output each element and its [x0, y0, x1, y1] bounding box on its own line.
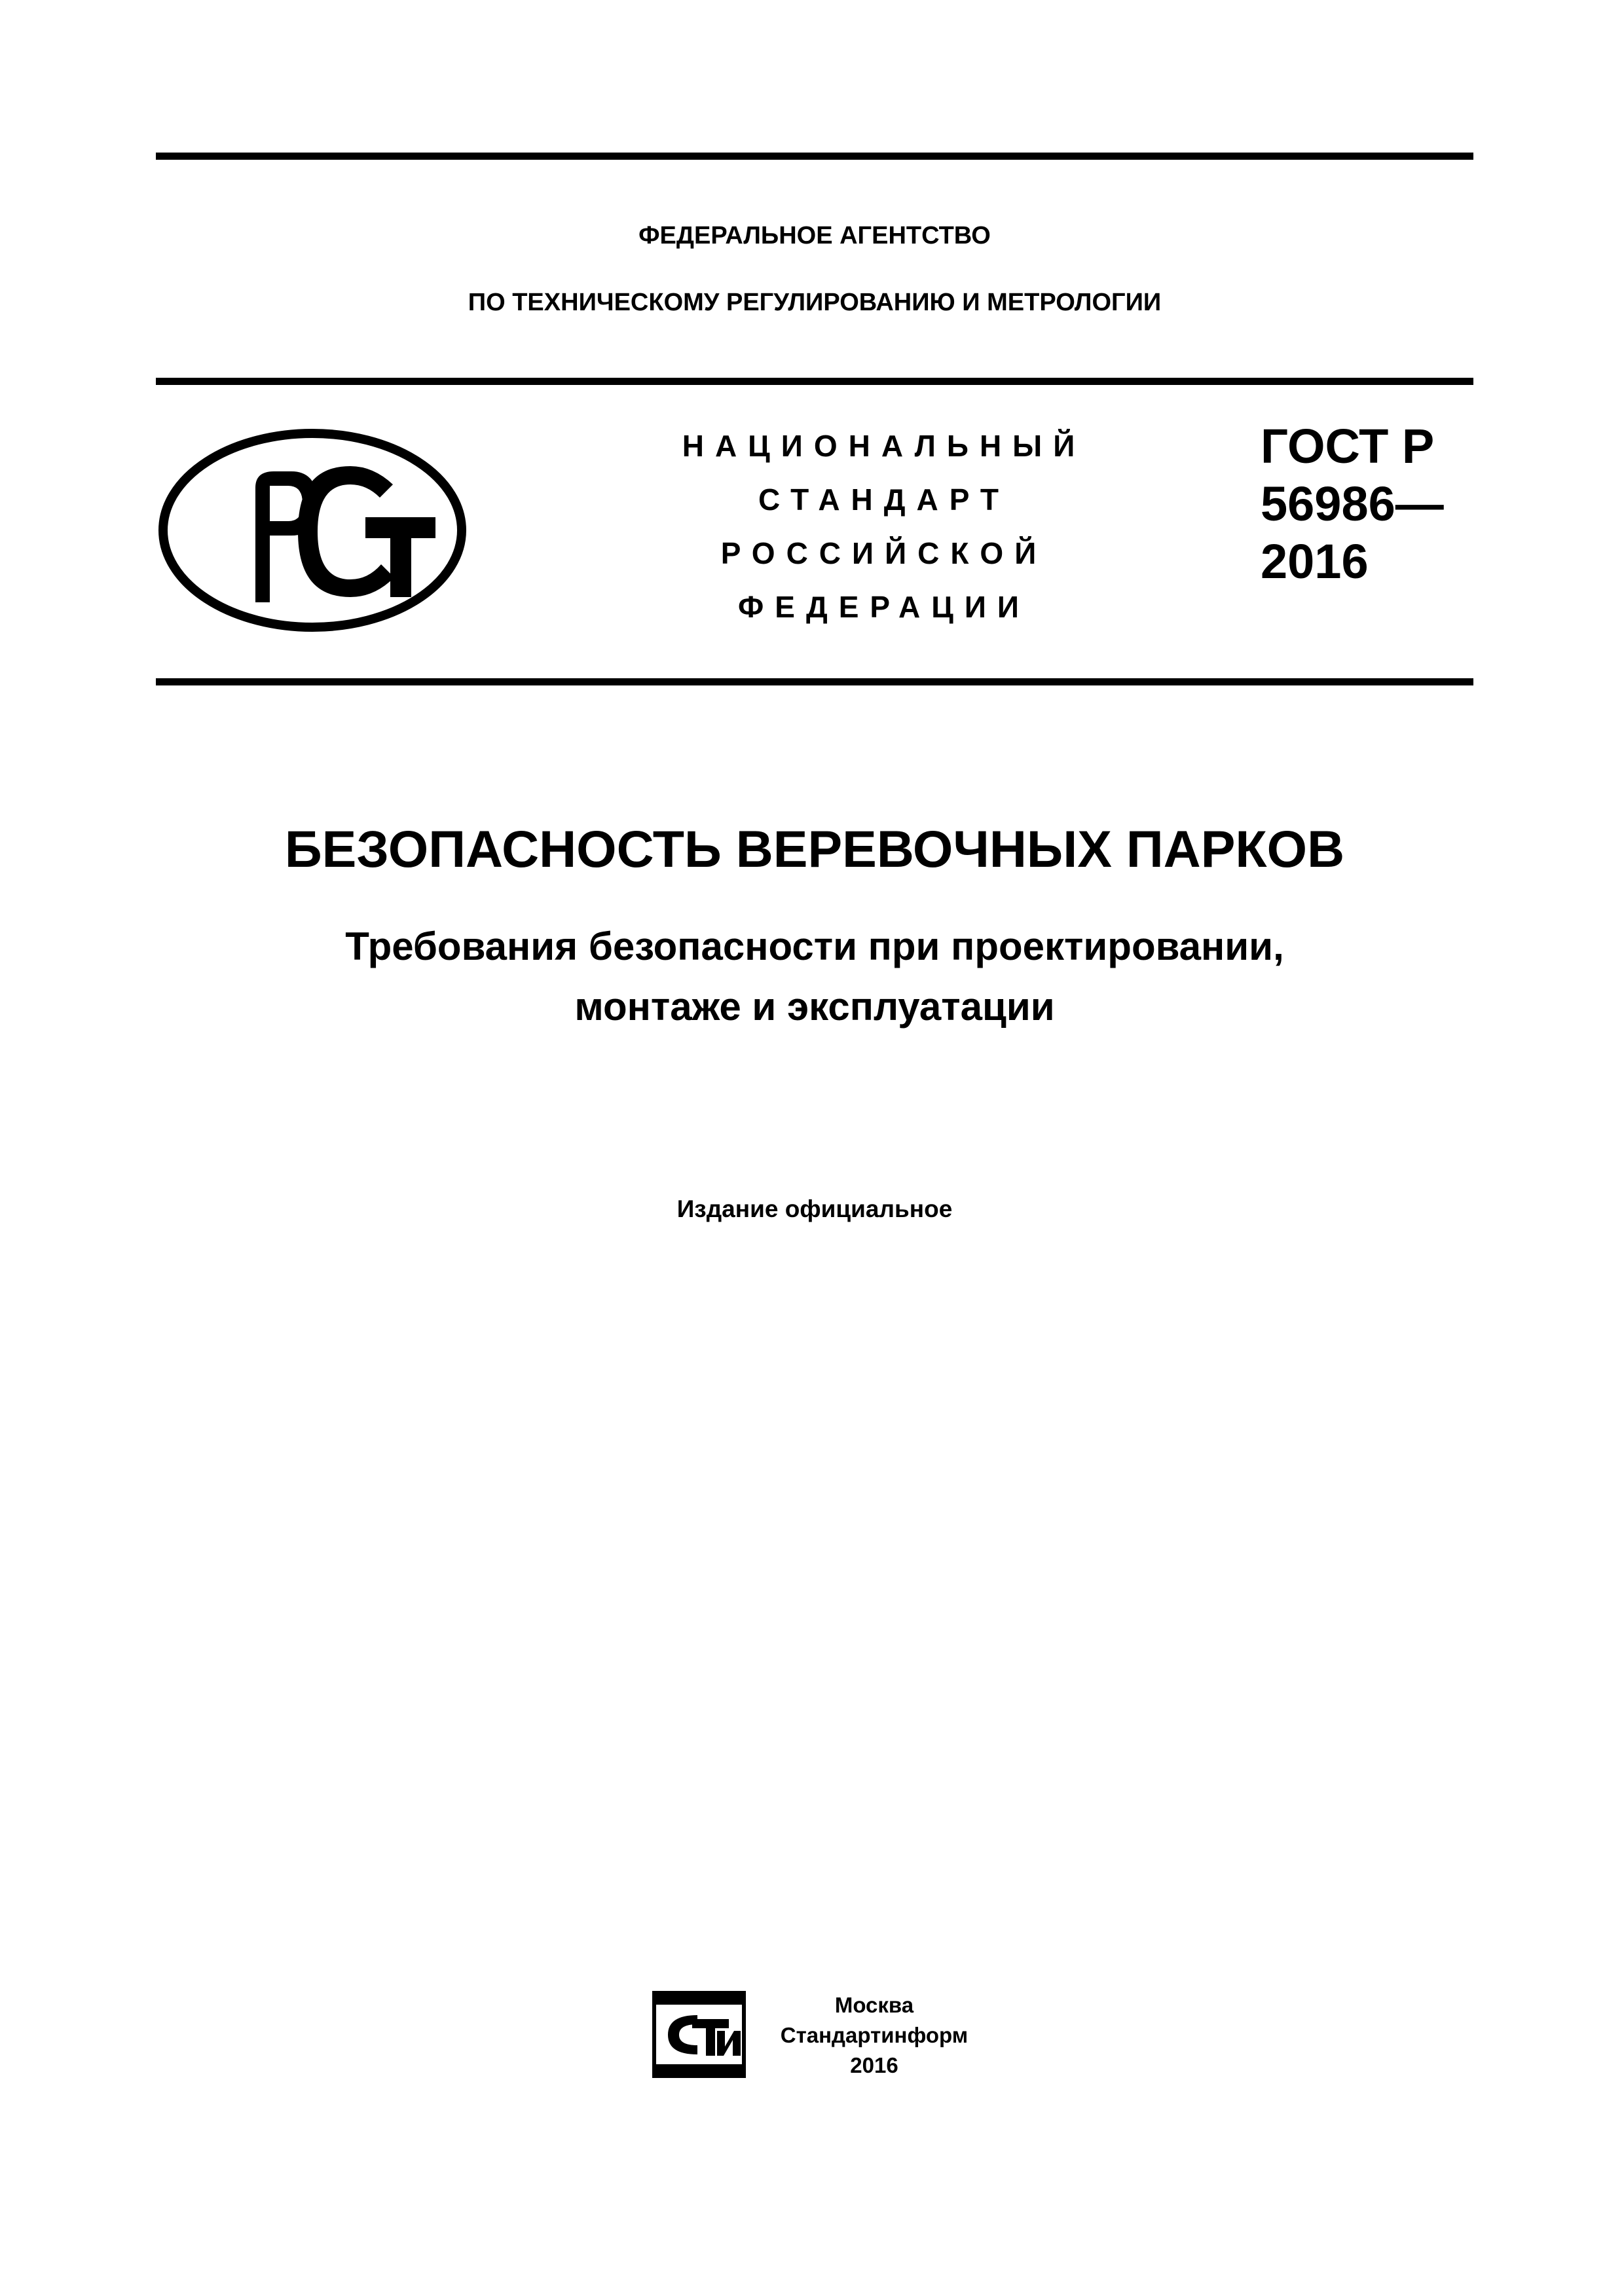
national-line-3: РОССИЙСКОЙ [720, 536, 1048, 570]
publisher-block [766, 1990, 982, 2081]
subtitle-line-2: монтаже и эксплуатации [574, 985, 1055, 1029]
rst-emblem-icon [157, 426, 468, 635]
edition-label: Издание официальное [676, 1195, 953, 1222]
national-line-4: ФЕДЕРАЦИИ [738, 590, 1030, 624]
agency-line-1: ФЕДЕРАЛЬНОЕ АГЕНТСТВО [638, 222, 991, 249]
publisher-year: 2016 [850, 2053, 898, 2077]
header-rule [156, 378, 1473, 385]
gost-line-1: ГОСТ Р [1261, 419, 1435, 473]
gost-line-2: 56986— [1261, 477, 1444, 531]
standard-rule [156, 678, 1473, 685]
national-line-2: СТАНДАРТ [758, 483, 1010, 517]
top-rule [156, 153, 1473, 160]
agency-line-2: ПО ТЕХНИЧЕСКОМУ РЕГУЛИРОВАНИЮ И МЕТРОЛОГИИ [468, 289, 1162, 316]
gost-line-3: 2016 [1261, 534, 1369, 589]
standartinform-logo-icon [652, 1990, 747, 2079]
publisher-name: Стандартинформ [780, 2023, 969, 2047]
subtitle-line-1: Требования безопасности при проектировании, [345, 924, 1284, 968]
document-title: БЕЗОПАСНОСТЬ ВЕРЕВОЧНЫХ ПАРКОВ [284, 820, 1345, 878]
document-subtitle [156, 917, 1473, 1037]
national-standard-caption [609, 419, 1159, 634]
gost-designation [1261, 418, 1470, 591]
national-line-1: НАЦИОНАЛЬНЫЙ [682, 429, 1086, 463]
publisher-city: Москва [834, 1993, 914, 2017]
